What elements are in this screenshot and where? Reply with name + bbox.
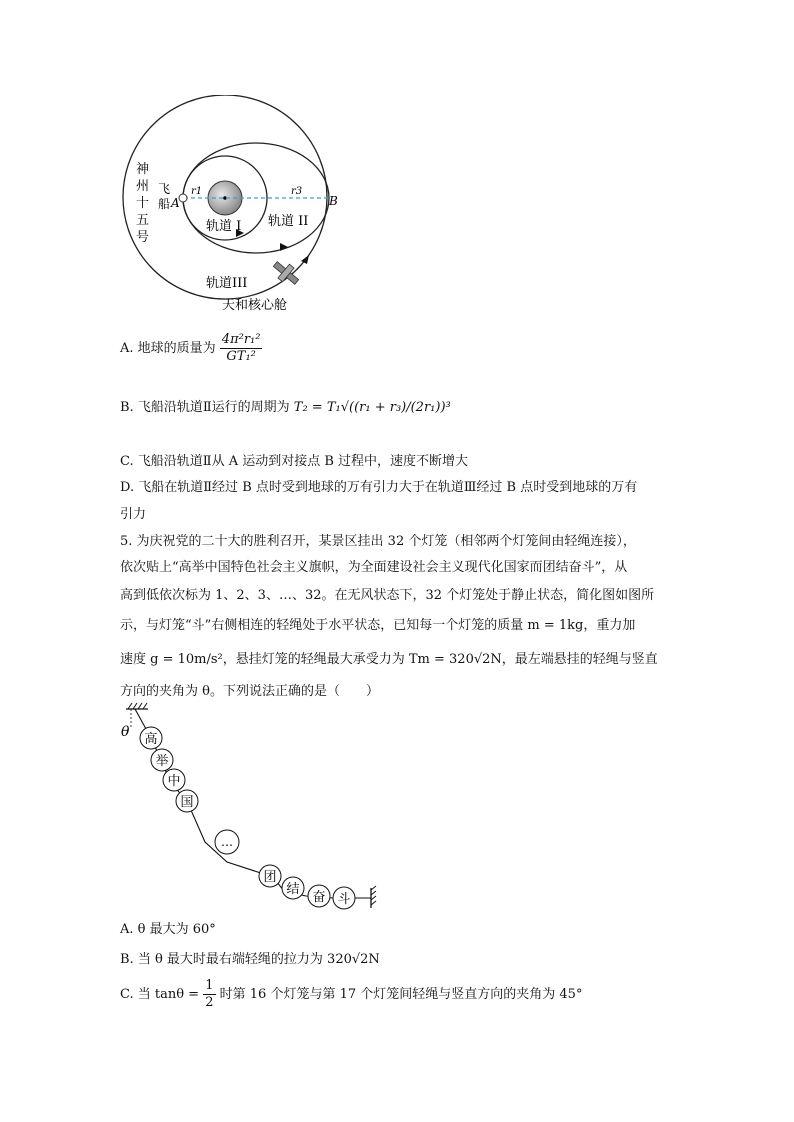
lantern-31 (308, 885, 330, 907)
point-a-label: A (171, 196, 180, 210)
r3-label: r3 (291, 186, 303, 197)
lantern-diagram (118, 700, 383, 910)
orbit-1-label: 轨道 I (206, 219, 242, 234)
lantern-30 (282, 877, 304, 899)
craft-label-2: 州 (136, 179, 150, 194)
svg-text:高: 高 (144, 732, 158, 747)
q4-option-c: C. 飞船沿轨道Ⅱ从 A 运动到对接点 B 过程中，速度不断增大 (120, 454, 469, 469)
q5-line-4: 示，与灯笼“斗”右侧相连的轻绳处于水平状态，已知每一个灯笼的质量 m = 1kg，重力加 (120, 618, 636, 633)
svg-text:国: 国 (180, 795, 194, 810)
r1-label: r1 (191, 186, 203, 197)
station-label: 天和核心舱 (222, 298, 288, 313)
q4-option-d-line1: D. 飞船在轨道Ⅱ经过 B 点时受到地球的万有引力大于在轨道Ⅲ经过 B 点时受到地球的万有 (120, 480, 638, 495)
svg-text:中: 中 (167, 774, 181, 789)
q5-line-5: 速度 g = 10m/s²，悬挂灯笼的轻绳最大承受力为 Tm = 320√2N，最左端悬挂的轻绳与竖直 (120, 652, 658, 667)
lantern-1 (140, 727, 162, 749)
q4-option-a: A. 地球的质量为 $\frac{\text{4π²r₁²}}{\text{GT₁²}}$ (120, 332, 261, 364)
svg-text:斗: 斗 (337, 892, 351, 907)
q5-option-c-fraction: $\frac{1}{2}$ (205, 978, 214, 1010)
lantern-3 (163, 769, 185, 791)
orbit-2-arrow (280, 243, 288, 251)
craft-label-3: 十 (136, 196, 150, 211)
orbit-diagram (118, 95, 358, 320)
chuan-label: 船 (158, 197, 171, 211)
spacecraft-marker (179, 194, 187, 202)
point-b-label: B (329, 194, 338, 208)
q5-line-6: 方向的夹角为 θ。下列说法正确的是（ ） (120, 684, 379, 699)
q5-option-b: B. 当 θ 最大时最右端轻绳的拉力为 320√2N (120, 952, 380, 967)
svg-text:团: 团 (263, 870, 277, 885)
orbit-3-arrow (301, 255, 309, 264)
svg-text:…: … (221, 835, 233, 849)
svg-text:奋: 奋 (312, 890, 326, 905)
craft-label-1: 神 (136, 162, 150, 177)
lantern-29 (259, 865, 281, 887)
theta-label: θ (121, 724, 130, 740)
q5-option-c: C. 当 tanθ = $\frac{1}{2}$ 时第 16 个灯笼与第 17 个灯笼间轻绳与竖直方向的夹角为 45° (120, 978, 583, 1010)
q4-option-a-fraction: $\frac{\text{4π²r₁²}}{\text{GT₁²}}$ (221, 332, 261, 364)
q5-line-1: 5. 为庆祝党的二十大的胜利召开，某景区挂出 32 个灯笼（相邻两个灯笼间由轻绳连接）， (120, 534, 636, 549)
lantern-ellipsis (215, 830, 239, 854)
fei-label: 飞 (158, 182, 171, 196)
q5-line-2: 依次贴上“高举中国特色社会主义旗帜，为全面建设社会主义现代化国家而团结奋斗”，从 (120, 560, 628, 575)
lantern-4 (176, 790, 198, 812)
q4-option-b: B. 飞船沿轨道Ⅱ运行的周期为 T₂ = T₁√((r₁ + r₃)/(2r₁))³ (120, 400, 451, 415)
craft-label-4: 五 (136, 213, 150, 228)
svg-text:结: 结 (286, 882, 300, 897)
lantern-2 (151, 749, 173, 771)
q5-option-a: A. θ 最大为 60° (120, 922, 216, 937)
q5-line-3: 高到低依次标为 1、2、3、…、32。在无风状态下，32 个灯笼处于静止状态，简化图如图所 (120, 588, 655, 603)
craft-label-5: 号 (136, 230, 150, 245)
station-icon (269, 257, 302, 289)
lantern-32 (333, 887, 355, 909)
rope (135, 709, 371, 898)
svg-text:举: 举 (155, 754, 169, 769)
q4-option-b-formula: T₂ = T₁√((r₁ + r₃)/(2r₁))³ (293, 400, 451, 415)
q4-option-d-line2: 引力 (120, 507, 147, 522)
orbit-2-label: 轨道 II (268, 214, 309, 229)
orbit-3-label: 轨道III (206, 276, 248, 291)
